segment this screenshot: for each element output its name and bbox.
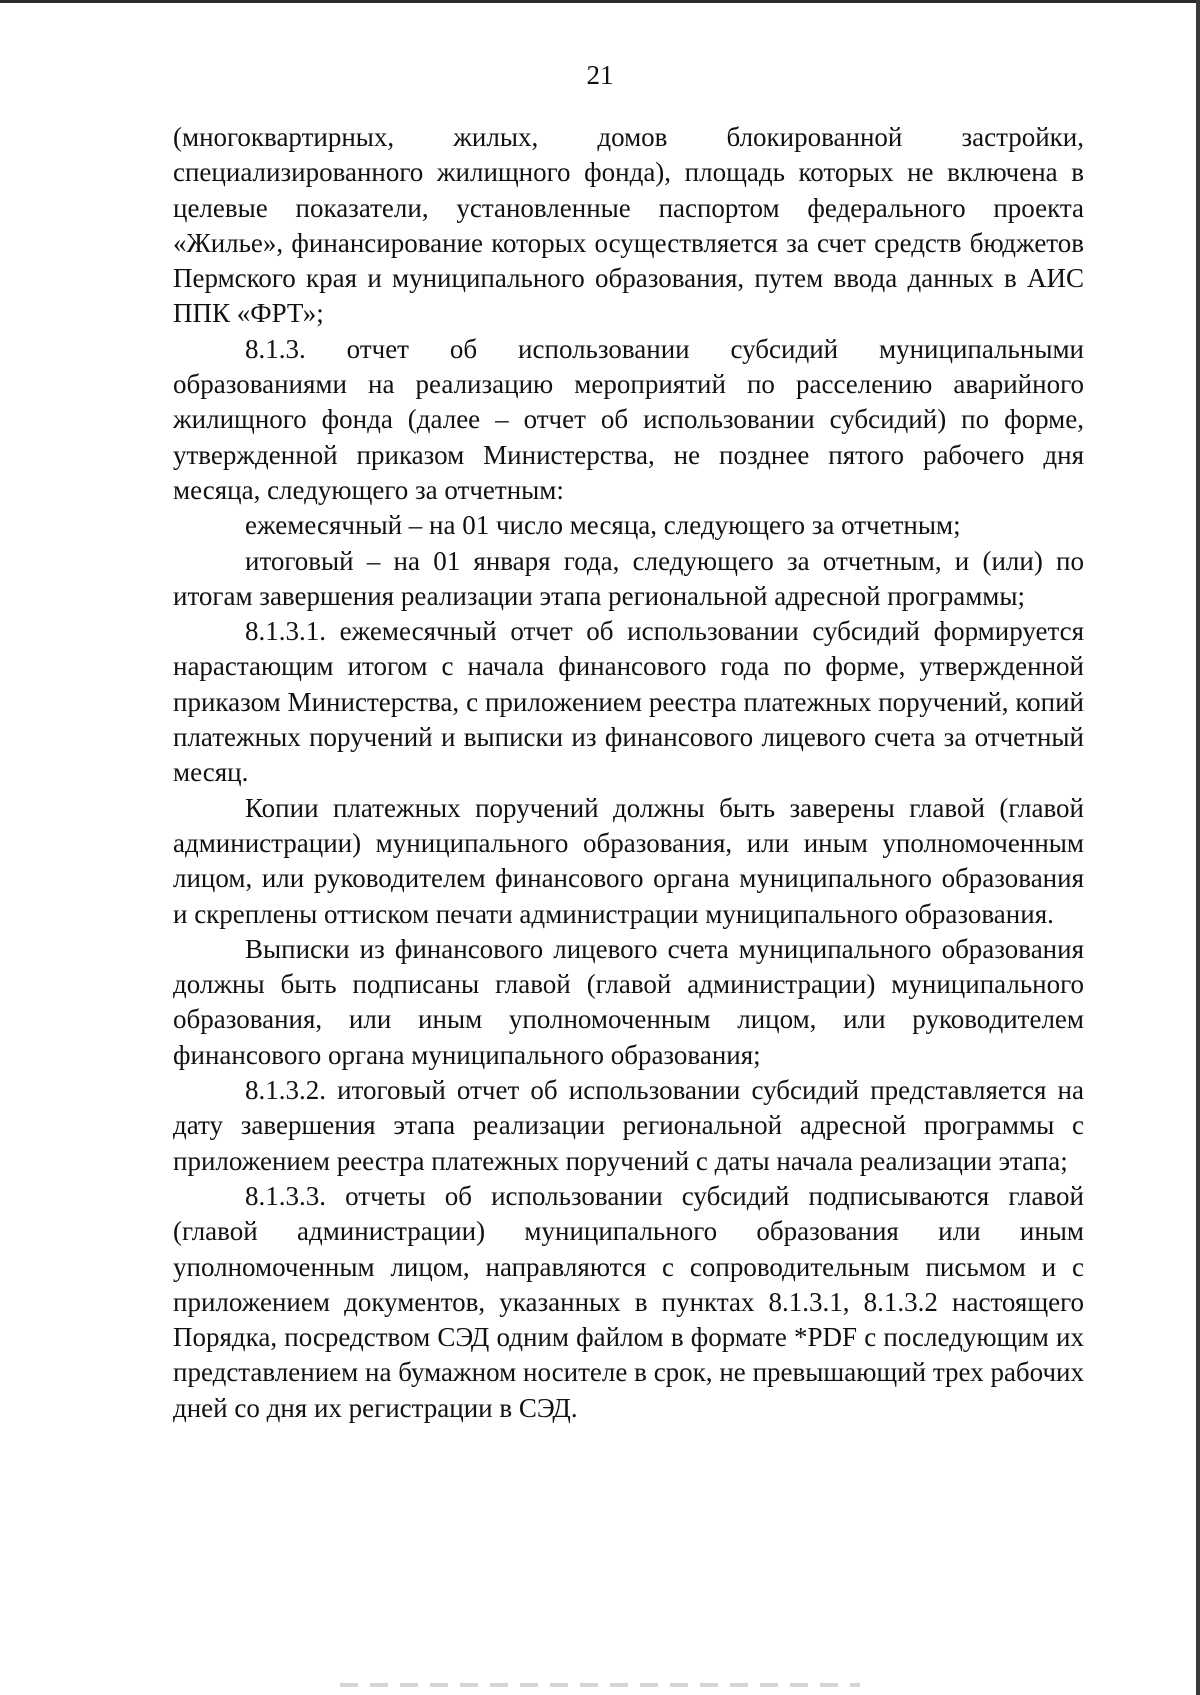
paragraph-final: итоговый – на 01 января года, следующего за отчетным, и (или) по итогам завершения реализации этапа региональной адресной программы; (173, 545, 1084, 611)
paragraph-8-1-3-2: 8.1.3.2. итоговый отчет об использовании субсидий представляется на дату завершения этапа реализации региональной адресной программы с приложением реестра платежных поручений с даты начала реализации этапа; (173, 1075, 1084, 1176)
scan-right-edge (1196, 0, 1200, 1695)
body-text (173, 120, 1084, 1426)
paragraph-8-1-3: 8.1.3. отчет об использовании субсидий муниципальными образованиями на реализацию мероприятий по расселению аварийного жилищного фонда (далее – отчет об использовании субсидий) по форме, утвержденной приказом Министерства, не позднее пятого рабочего дня месяца, следующего за отчетным: (173, 333, 1084, 505)
paragraph-8-1-3-1: 8.1.3.1. ежемесячный отчет об использовании субсидий формируется нарастающим итогом с начала финансового года по форме, утвержденной приказом Министерства, с приложением реестра платежных поручений, копий платежных поручений и выписки из финансового лицевого счета за отчетный месяц. (173, 616, 1084, 788)
scan-top-edge (0, 0, 1200, 3)
paragraph-8-1-3-3: 8.1.3.3. отчеты об использовании субсидий подписываются главой (главой администрации) муниципального образования или иным уполномоченным лицом, направляются с сопроводительным письмом и с приложением документов, указанных в пунктах 8.1.3.1, 8.1.3.2 настоящего Порядка, посредством СЭД одним файлом в формате *PDF с последующим их представлением на бумажном носителе в срок, не превышающий трех рабочих дней со дня их регистрации в СЭД. (173, 1180, 1084, 1423)
page-number: 21 (586, 60, 614, 90)
paragraph-statements: Выписки из финансового лицевого счета муниципального образования должны быть подписаны главой (главой администрации) муниципального образования, или иным уполномоченным лицом, или руководителем финансового органа муниципального образования; (173, 933, 1084, 1070)
paragraph-housing-types: (многоквартирных, жилых, домов блокированной застройки, специализированного жилищного фонда), площадь которых не включена в целевые показатели, установленные паспортом федерального проекта «Жилье», финансирование которых осуществляется за счет средств бюджетов Пермского края и муниципального образования, путем ввода данных в АИС ППК «ФРТ»; (173, 122, 1084, 329)
paragraph-copies: Копии платежных поручений должны быть заверены главой (главой администрации) муниципального образования, или иным уполномоченным лицом, или руководителем финансового органа муниципального образования и скреплены оттиском печати администрации муниципального образования. (173, 792, 1084, 929)
paragraph-monthly: ежемесячный – на 01 число месяца, следующего за отчетным; (245, 510, 961, 541)
scan-bottom-marks (340, 1683, 860, 1687)
